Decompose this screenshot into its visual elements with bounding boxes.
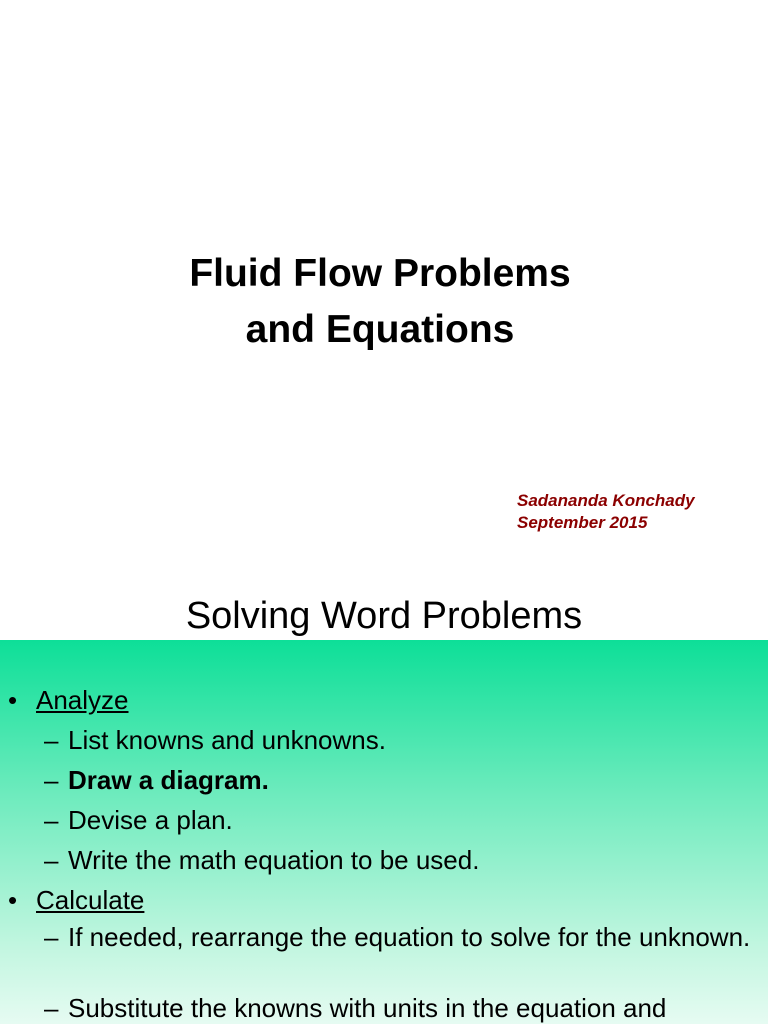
bullet-text: Analyze [36, 685, 129, 715]
author-name: Sadananda Konchady [517, 491, 695, 510]
bullet-text: If needed, rearrange the equation to solve for the unknown. [68, 922, 751, 952]
list-item [0, 880, 768, 920]
dash-marker: – [44, 765, 59, 795]
bullet-text: Draw a diagram. [68, 765, 269, 795]
author-block [517, 490, 695, 534]
bullet-list [0, 680, 768, 1024]
list-item [0, 840, 768, 880]
list-item [0, 720, 768, 760]
list-item [0, 920, 768, 988]
bullet-marker: • [8, 885, 18, 915]
bullet-text: Calculate [36, 885, 145, 915]
bullet-text: Substitute the knowns with units in the equation and [68, 993, 667, 1023]
title-line-2: and Equations [245, 308, 515, 351]
presentation-date: September 2015 [517, 513, 648, 532]
content-slide-body [0, 640, 768, 1024]
list-item [0, 988, 768, 1024]
dash-marker: – [44, 805, 59, 835]
dash-marker: – [44, 845, 59, 875]
title-line-1: Fluid Flow Problems [189, 252, 571, 295]
list-item [0, 800, 768, 840]
bullet-text: List knowns and unknowns. [68, 725, 386, 755]
dash-marker: – [44, 725, 59, 755]
dash-marker: – [44, 922, 59, 952]
bullet-text: Write the math equation to be used. [68, 845, 480, 875]
slide-title [0, 246, 760, 358]
list-item [0, 760, 768, 800]
list-item [0, 680, 768, 720]
bullet-marker: • [8, 685, 18, 715]
section-title: Solving Word Problems [185, 595, 583, 637]
bullet-text: Devise a plan. [68, 805, 233, 835]
dash-marker: – [44, 993, 59, 1023]
